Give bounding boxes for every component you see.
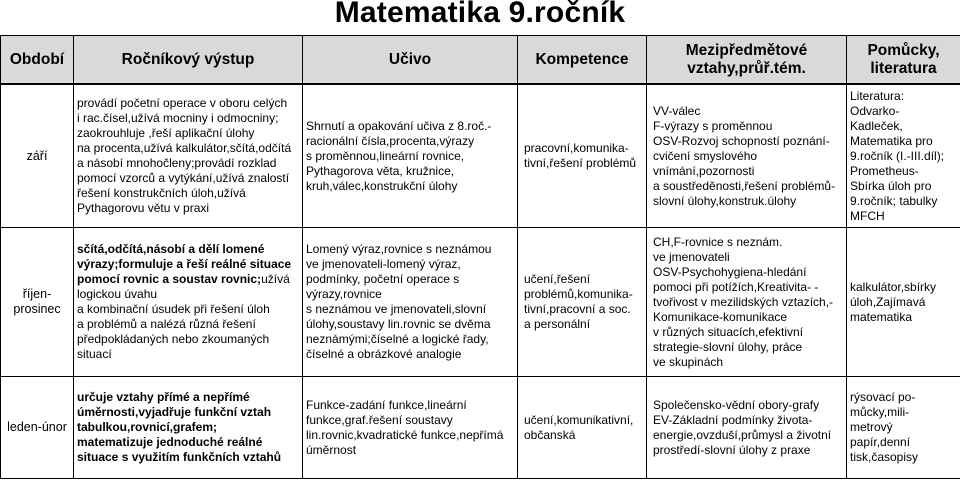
- aids-cell: rýsovací po- můcky,mili- metrový papír,denní tisk,časopisy: [847, 377, 960, 479]
- header-competences: Kompetence: [518, 36, 647, 85]
- outcomes-plain-text: užívá logickou úvahu a kombinační úsudek při řešení úloh a problémů a nalézá různá řešení předpokládaných nebo zkoumaných situací: [77, 272, 290, 361]
- content-cell: Funkce-zadání funkce,lineární funkce,graf.řešení soustavy lin.rovnic,kvadratické funkce,nepřímá úměrnost: [303, 377, 518, 479]
- competences-cell: učení,řešení problémů,komunika- tivní,pracovní a soc. a personální: [518, 228, 647, 377]
- aids-cell: Literatura: Odvarko- Kadleček, Matematika pro 9.ročník (I.-III.díl); Prometheus- Sbírka úloh pro 9.ročník; tabulky MFCH: [847, 84, 960, 228]
- header-aids: Pomůcky, literatura: [847, 36, 960, 85]
- outcomes-bold-text: sčítá,odčítá,násobí a dělí lomené výrazy;formuluje a řeší reálné situace pomocí rovnic a soustav rovnic;: [77, 242, 292, 286]
- header-outcomes: Ročníkový výstup: [74, 36, 303, 85]
- cross-curricular-cell: Společensko-vědní obory-grafy EV-Základní podmínky života- energie,ovzduší,průmysl a životní prostředí-slovní úlohy z praxe: [647, 377, 847, 479]
- content-cell: Shrnutí a opakování učiva z 8.roč.- racionální čísla,procenta,výrazy s proměnnou,lineární rovnice, Pythagorova věta, kružnice, kruh,válec,konstrukční úlohy: [303, 84, 518, 228]
- header-row: [1, 36, 960, 85]
- period-cell: leden-únor: [1, 377, 74, 479]
- cross-curricular-cell: VV-válec F-výrazy s proměnnou OSV-Rozvoj schopností poznání- cvičení smyslového vnímání,pozornosti a soustředěnosti,řešení problémů- slovní úlohy,konstruk.úlohy: [647, 84, 847, 228]
- competences-cell: učení,komunikativní, občanská: [518, 377, 647, 479]
- outcomes-cell: určuje vztahy přímé a nepřímé úměrnosti,vyjadřuje funkční vztah tabulkou,rovnicí,grafem; matematizuje jednoduché reálné situace s využitím funkčních vztahů: [74, 377, 303, 479]
- page-title: Matematika 9.ročník: [334, 0, 626, 29]
- curriculum-table: [0, 35, 960, 479]
- header-content: Učivo: [303, 36, 518, 85]
- aids-cell: kalkulátor,sbírky úloh,Zajímavá matematika: [847, 228, 960, 377]
- period-cell: září: [1, 84, 74, 228]
- outcomes-cell: [74, 228, 303, 377]
- outcomes-cell: provádí početní operace v oboru celých i rac.čísel,užívá mocniny i odmocniny; zaokrouhluje ,řeší aplikační úlohy na procenta,užívá kalkulátor,sčítá,odčítá a násobí mnohočleny;provádí rozklad pomocí vzorců a vytýkání,užívá znalostí řešení konstrukčních úloh,užívá Pythagorovu větu v praxi: [74, 84, 303, 228]
- cross-curricular-cell: CH,F-rovnice s neznám. ve jmenovateli OSV-Psychohygiena-hledání pomoci při potížích,Kreativita- - tvořivost v mezilidských vztazích,- Komunikace-komunikace v různých situacích,efektivní strategie-slovní úlohy, práce ve skupinách: [647, 228, 847, 377]
- competences-cell: pracovní,komunika- tivní,řešení problémů: [518, 84, 647, 228]
- content-cell: Lomený výraz,rovnice s neznámou ve jmenovateli-lomený výraz, podmínky, početní operace s výrazy,rovnice s neznámou ve jmenovateli,slovní úlohy,soustavy lin.rovnic se dvěma neznámými;číselné a logické řady, číselné a obrázkové analogie: [303, 228, 518, 377]
- table-row: [1, 228, 960, 377]
- period-cell: říjen- prosinec: [1, 228, 74, 377]
- header-cross-curricular: Mezipředmětové vztahy,průř.tém.: [647, 36, 847, 85]
- header-period: Období: [1, 36, 74, 85]
- table-row: [1, 84, 960, 228]
- table-row: [1, 377, 960, 479]
